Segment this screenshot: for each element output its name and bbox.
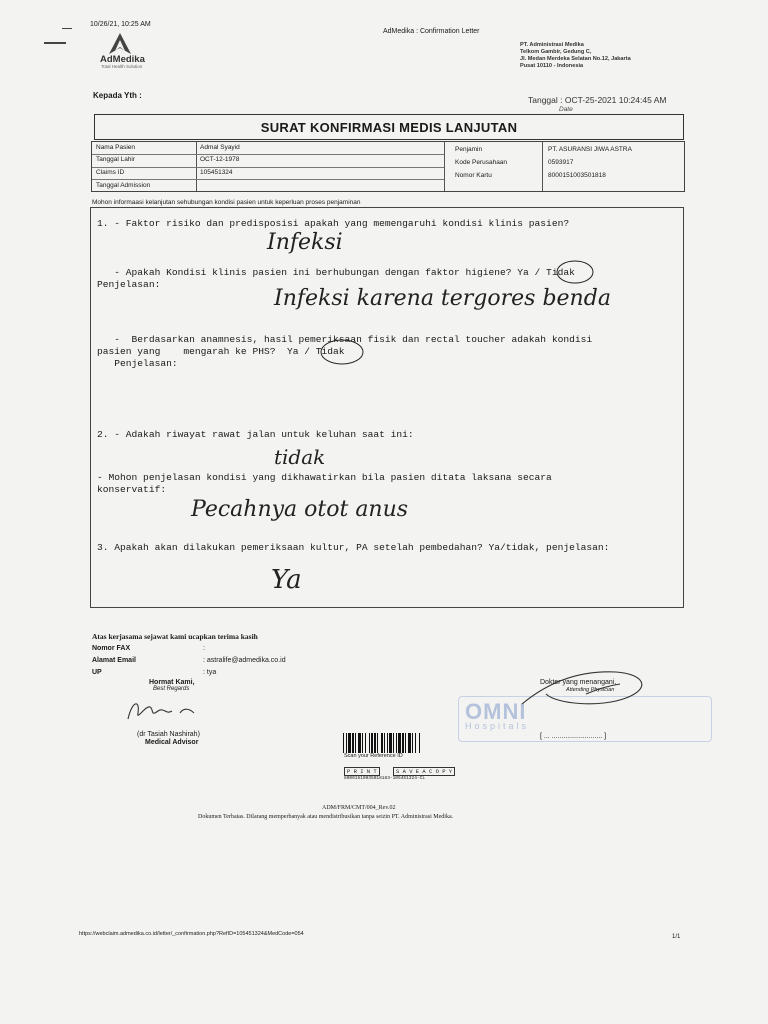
company-code-value: 0593917: [548, 159, 574, 166]
address-line: PT. Administrasi Medika: [520, 42, 584, 48]
birth-date-value: OCT-12-1978: [200, 156, 240, 163]
claims-id-value: 105451324: [200, 169, 233, 176]
question-1c-penjelasan: Penjelasan:: [97, 358, 178, 369]
address-line: Jl. Medan Merdeka Selatan No.12, Jakarta: [520, 56, 631, 62]
barcode-bar: [384, 733, 385, 753]
save-copy-button[interactable]: S A V E A C O P Y: [393, 767, 455, 776]
address-line: Pusat 10110 - Indonesia: [520, 63, 584, 69]
penjamin-value: PT. ASURANSI JIWA ASTRA: [548, 146, 632, 153]
page-number: 1/1: [672, 934, 681, 940]
barcode-bar: [396, 733, 397, 753]
patient-name-value: Admal Syayid: [200, 144, 240, 151]
barcode-bar: [343, 733, 344, 753]
best-regards: Best Regards: [153, 686, 190, 692]
question-1c: - Berdasarkan anamnesis, hasil pemeriksaan fisik dan rectal toucher adakah kondisi: [97, 334, 593, 345]
card-number-value: 8000151003501818: [548, 172, 606, 179]
question-2: 2. - Adakah riwayat rawat jalan untuk keluhan saat ini:: [97, 429, 414, 440]
scan-reference: Scan your Reference ID: [344, 753, 403, 759]
question-1c-line2: pasien yang mengarah ke PHS? Ya / Tidak: [97, 346, 345, 357]
barcode-bar: [393, 733, 394, 753]
email-value: : astralife@admedika.co.id: [203, 657, 286, 664]
scan-mark: [44, 42, 66, 44]
question-1b: - Apakah Kondisi klinis pasien ini berhubungan dengan faktor higiene? Ya / Tidak: [97, 267, 575, 278]
barcode-bar: [389, 733, 392, 753]
scan-mark: [62, 28, 72, 29]
circle-mark-icon: [555, 258, 595, 286]
patient-info-table: [91, 141, 685, 192]
barcode-bar: [348, 733, 351, 753]
company-code-label: Kode Perusahaan: [455, 159, 508, 166]
admedika-logo-icon: [108, 32, 132, 56]
claims-id-label: Claims ID: [96, 169, 125, 176]
barcode-bar: [358, 733, 361, 753]
penjamin-label: Penjamin: [455, 146, 483, 153]
disclaimer: Dokumen Terbatas. Dilarang memperbanyak atau mendistribusikan tanpa seizin PT. Administrasi Medika.: [198, 814, 454, 820]
barcode-bar: [369, 733, 370, 753]
barcode-bar: [412, 733, 413, 753]
address-line: Telkom Gambir, Gedung C,: [520, 49, 592, 55]
info-request-note: Mohon informaasi kelanjutan sehubungan kondisi pasien untuk keperluan proses penjaminan: [92, 199, 361, 206]
barcode-bar: [346, 733, 347, 753]
stamp-brand: OMNI: [465, 699, 527, 724]
barcode-bar: [352, 733, 354, 753]
barcode-bar: [419, 733, 420, 753]
form-code: ADM/FRM/CMT/004_Rev.02: [322, 805, 396, 811]
signer-title: Medical Advisor: [145, 739, 199, 746]
email-label: Alamat Email: [92, 657, 136, 664]
fax-label: Nomor FAX: [92, 645, 131, 652]
company-address: [520, 42, 631, 70]
page-url: https://webclaim.admedika.co.id/letter/_confirmation.php?RefID=105451324&MedCode=054: [79, 931, 304, 937]
barcode-bar: [381, 733, 383, 753]
print-timestamp: 10/26/21, 10:25 AM: [90, 21, 151, 28]
answer-2: tidak: [274, 445, 326, 469]
question-1: 1. - Faktor risiko dan predisposisi apakah yang memengaruhi kondisi klinis pasien?: [97, 218, 570, 229]
barcode-bar: [402, 733, 404, 753]
fax-value: :: [203, 645, 205, 652]
question-3: 3. Apakah akan dilakukan pemeriksaan kultur, PA setelah pembedahan? Ya/tidak, penjelasan:: [97, 542, 610, 553]
barcode-bar: [387, 733, 388, 753]
up-value: : tya: [203, 669, 217, 676]
barcode-icon: [343, 733, 423, 755]
barcode-bar: [415, 733, 416, 753]
kepada-label: Kepada Yth :: [93, 91, 142, 100]
doctor-caption: Attending Physician: [566, 687, 615, 693]
answer-2b: Pecahnya otot anus: [191, 497, 409, 522]
print-title: AdMedika : Confirmation Letter: [383, 28, 480, 35]
barcode-bar: [371, 733, 373, 753]
print-button[interactable]: P R I N T: [344, 767, 380, 776]
doctor-label: Dokter yang menangani,: [540, 679, 617, 686]
barcode-bar: [365, 733, 366, 753]
question-2b-line2: konservatif:: [97, 484, 167, 495]
barcode-bar: [377, 733, 378, 753]
question-2b: - Mohon penjelasan kondisi yang dikhawatirkan bila pasien ditata laksana secara: [97, 472, 552, 483]
signature-icon: [120, 695, 210, 727]
barcode-number: 80001510035018183-105451324-CL: [344, 776, 426, 781]
barcode-bar: [355, 733, 356, 753]
barcode-bar: [374, 733, 376, 753]
circle-mark-icon: [319, 338, 365, 366]
answer-3: Ya: [271, 565, 302, 595]
patient-name-label: Nama Pasien: [96, 144, 136, 151]
card-number-label: Nomor Kartu: [455, 172, 492, 179]
barcode-bar: [408, 733, 411, 753]
barcode-bar: [405, 733, 406, 753]
question-1b-penjelasan: Penjelasan:: [97, 279, 161, 290]
answer-1b: Infeksi karena tergores benda: [274, 286, 611, 311]
barcode-bar: [398, 733, 401, 753]
answer-1: Infeksi: [267, 230, 343, 255]
up-label: UP: [92, 669, 102, 676]
questions-box: [90, 207, 684, 608]
signer-name: (dr Tasiah Nashirah): [137, 731, 200, 738]
hormat-kami: Hormat Kami,: [149, 679, 195, 686]
doctor-name-placeholder: [ ... .......................... ]: [540, 733, 607, 740]
admission-date-label: Tanggal Admission: [96, 182, 151, 189]
date-caption: Date: [559, 106, 573, 113]
birth-date-label: Tanggal Lahir: [96, 156, 136, 163]
letter-title: SURAT KONFIRMASI MEDIS LANJUTAN: [260, 120, 518, 135]
thanks-line: Atas kerjasama sejawat kami ucapkan terima kasih: [92, 632, 258, 641]
barcode-bar: [362, 733, 363, 753]
logo-name: AdMedika: [100, 54, 145, 65]
letter-date: Tanggal : OCT-25-2021 10:24:45 AM: [528, 95, 667, 105]
stamp-sub: Hospitals: [465, 721, 530, 731]
title-box: [94, 114, 684, 140]
logo-tagline: Total Health Solution: [101, 64, 143, 69]
